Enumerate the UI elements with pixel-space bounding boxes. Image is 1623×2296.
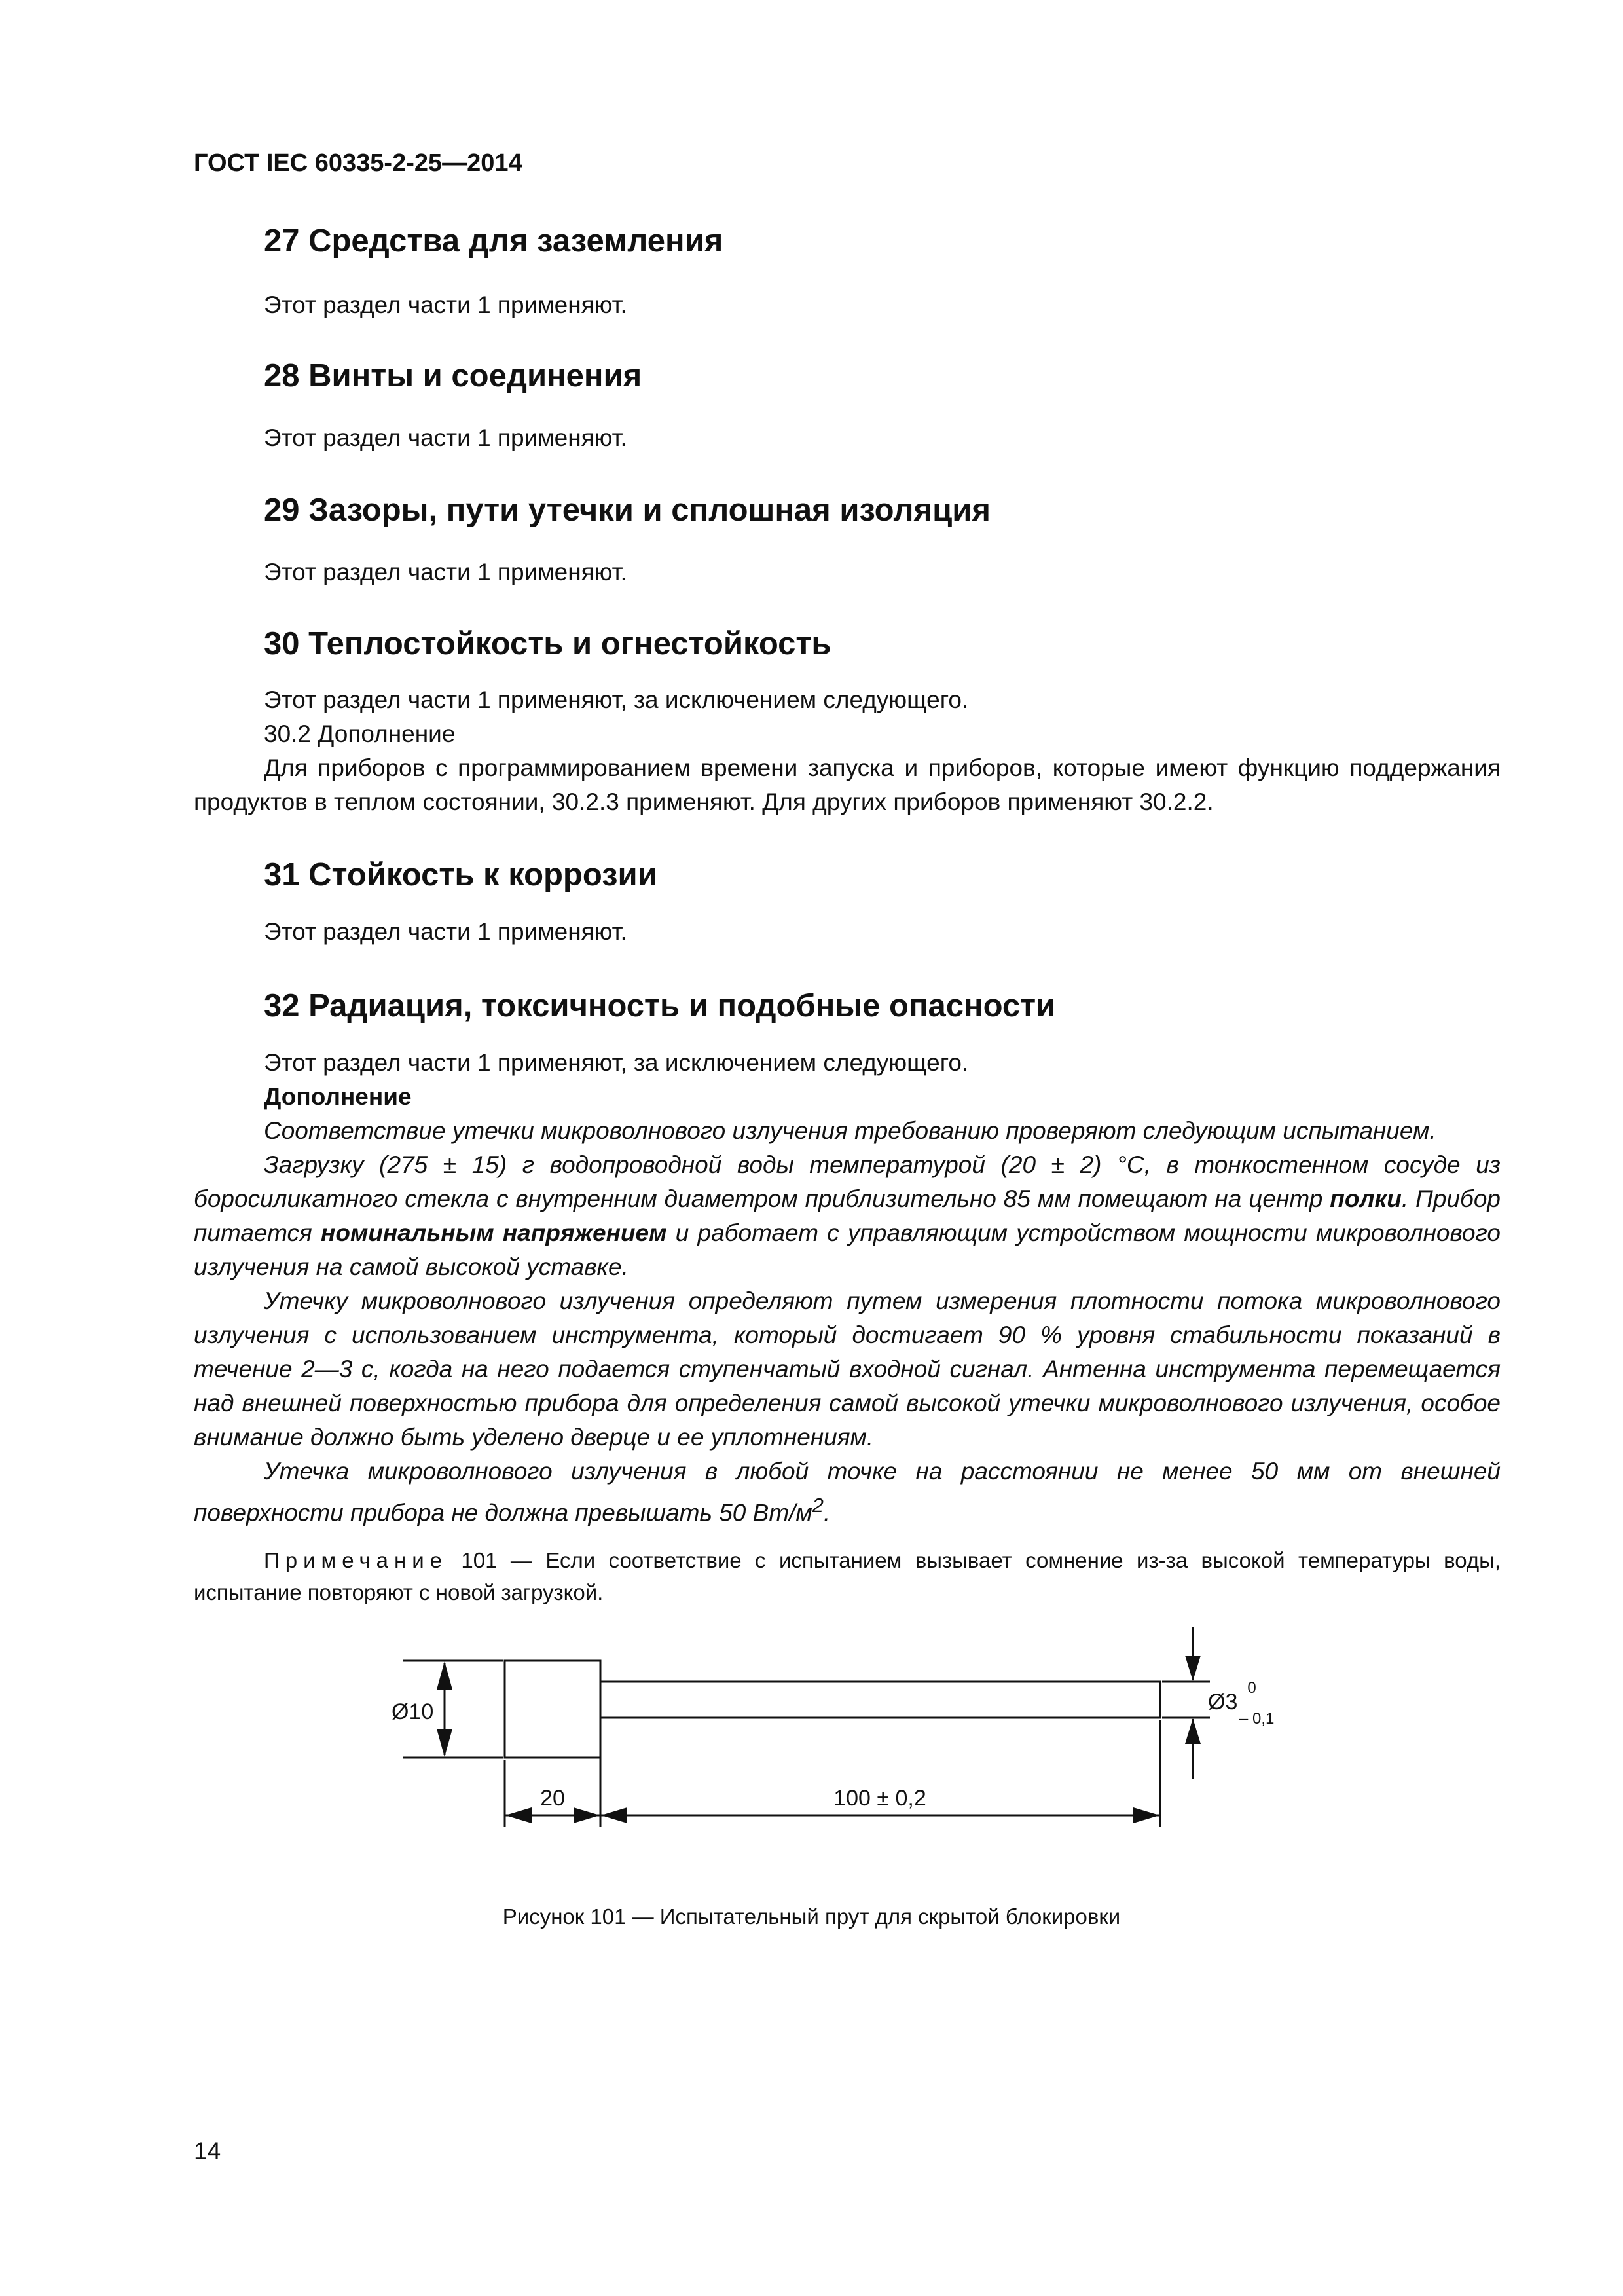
p4-end: .: [823, 1499, 831, 1527]
p2-term-shelf: полки: [1330, 1185, 1402, 1212]
section-30-paragraph: Для приборов с программированием времени запуска и приборов, которые имеют функцию поддержания продуктов в теплом состоянии, 30.2.3 применяют. Для других приборов применяют 30.2.2.: [194, 754, 1501, 815]
len100-arrowhead-left: [601, 1807, 627, 1823]
section-29-title: 29 Зазоры, пути утечки и сплошная изоляция: [264, 492, 991, 528]
rod-shank: [600, 1682, 1160, 1718]
label-d3-tol-upper: 0: [1247, 1679, 1256, 1697]
section-30-text: Этот раздел части 1 применяют, за исключением следующего.: [264, 686, 969, 713]
len100-arrowhead-right: [1133, 1807, 1159, 1823]
label-d10: Ø10: [392, 1699, 434, 1724]
section-32-title: 32 Радиация, токсичность и подобные опасности: [264, 988, 1056, 1024]
d10-arrowhead-down: [437, 1729, 452, 1757]
d3-arrowhead-down: [1185, 1656, 1201, 1681]
section-32-paragraph-1: Соответствие утечки микроволнового излучения требованию проверяют следующим испытанием.: [264, 1117, 1436, 1144]
document-header: ГОСТ IEC 60335-2-25—2014: [194, 149, 522, 177]
section-31-text: Этот раздел части 1 применяют.: [264, 918, 627, 945]
figure-caption: Рисунок 101 — Испытательный прут для скрытой блокировки: [502, 1904, 1121, 1929]
section-29-text: Этот раздел части 1 применяют.: [264, 559, 627, 585]
section-30-title: 30 Теплостойкость и огнестойкость: [264, 626, 831, 661]
section-27-title: 27 Средства для заземления: [264, 223, 723, 259]
rod-head: [505, 1661, 600, 1758]
label-len20: 20: [540, 1786, 565, 1811]
d3-arrowhead-up: [1185, 1718, 1201, 1744]
label-d3: Ø3: [1208, 1690, 1238, 1714]
section-32-paragraph-3: Утечку микроволнового излучения определяют путем измерения плотности потока микроволнового излучения с использованием инструмента, который достигает 90 % уровня стабильности показаний в течение 2—3 с, когда на него подается ступенчатый входной сигнал. Антенна инструмента перемещается над внешней поверхностью прибора для определения самой высокой утечки микроволнового излучения, особое внимание должно быть уделено дверце и ее уплотнениям.: [194, 1287, 1501, 1451]
p4-text: Утечка микроволнового излучения в любой точке на расстоянии не менее 50 мм от внешней поверхности прибора не должна превышать 50 Вт/м: [194, 1458, 1501, 1527]
section-32-text: Этот раздел части 1 применяют, за исключением следующего.: [264, 1049, 969, 1076]
p2-term-rated-voltage: номинальным напряжением: [321, 1219, 667, 1246]
p2-part-c: . Прибор питается: [194, 1185, 1501, 1246]
p2-part-a: Загрузку (275 ± 15) г водопроводной воды температурой (20 ± 2) °С, в тонкостенном сосуде из боросиликатного стекла с внутренним диаметром приблизительно 85 мм помещают на центр: [194, 1151, 1501, 1212]
section-27-text: Этот раздел части 1 применяют.: [264, 291, 627, 318]
page-number: 14: [194, 2138, 221, 2164]
section-28-title: 28 Винты и соединения: [264, 358, 642, 394]
section-28-text: Этот раздел части 1 применяют.: [264, 424, 627, 451]
note-label: Примечание: [264, 1548, 448, 1572]
section-30-subheading: 30.2 Дополнение: [264, 720, 456, 747]
len20-arrowhead-right: [574, 1807, 600, 1823]
len20-arrowhead-left: [505, 1807, 532, 1823]
section-31-title: 31 Стойкость к коррозии: [264, 857, 657, 893]
section-32-subheading: Дополнение: [264, 1083, 412, 1110]
label-d3-tol-lower: – 0,1: [1239, 1710, 1275, 1728]
note-text: 101 — Если соответствие с испытанием вызывает сомнение из-за высокой температуры воды, испытание повторяют с новой загрузкой.: [194, 1548, 1501, 1604]
label-len100: 100 ± 0,2: [833, 1786, 926, 1811]
p4-superscript: 2: [812, 1494, 824, 1517]
d10-arrowhead-up: [437, 1661, 452, 1690]
p2-part-d: и работает с управляющим устройством мощности микроволнового излучения на самой высокой уставке.: [194, 1219, 1501, 1280]
